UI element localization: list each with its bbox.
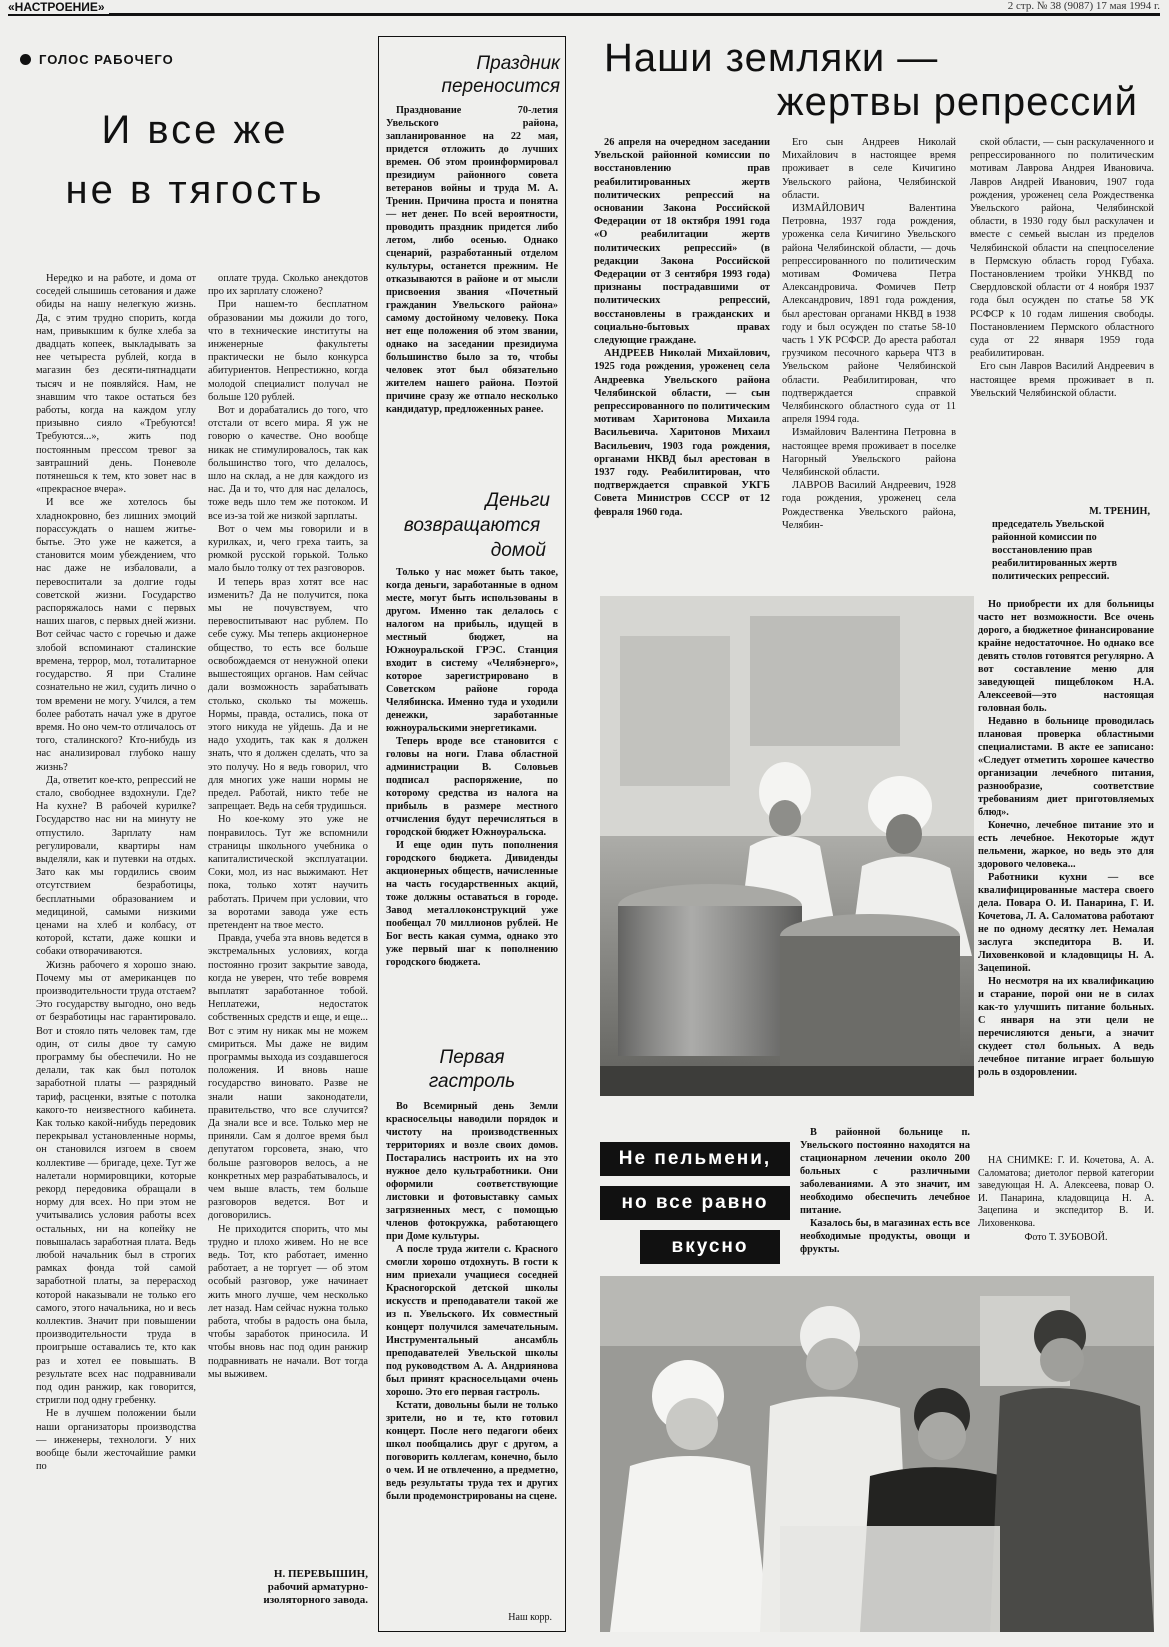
paragraph: И все же хотелось бы хладнокровно, без лишних эмоций порассуждать о нашем житье-бытье. Это уже не кажется, а становится моим убеждением, что нас даже не избаловали, а перевоспитали за долгие годы советской жизни. Государство распоряжалось нами с первых наших шагов, с первых дней жизни. Вот сейчас часто с горечью и даже злобой вспоминают сталинские времена, террор, мол, тоталитарное государство. Я при Сталине сознательно не жил, судить лично о том времени не могу. Учился, а тем более работать начал уже в другое время. Но оно чем-то отличалось от того, сталинского? Кто-нибудь из нас анализировал глубоко нашу жизнь? [36, 497, 196, 773]
signature: Н. ПЕРЕВЫШИН, рабочий арматурно-изоляторного завода. [263, 1568, 368, 1606]
issue-info: 2 стр. № 38 (9087) 17 мая 1994 г. [1004, 0, 1160, 12]
section-name: «НАСТРОЕНИЕ» [8, 0, 109, 14]
paragraph: 26 апреля на очередном заседании Увельской районной комиссии по восстановлению прав реабилитированных жертв политических репрессий на основании Закона Российской Федерации от 18 октября 1991 года «О реабилитации жертв политических репрессий» (в редакции Закона Российской Федерации от 3 сентября 1993 года) признаны пострадавшими от политических репрессий, восстановлены в гражданских и социально-бытовых правах следующие граждане. [594, 137, 770, 347]
paragraph: Его сын Лавров Василий Андреевич в настоящее время проживает в п. Увельский Челябинской области. [970, 361, 1154, 399]
paragraph: Во Всемирный день Земли красносельцы наводили порядок и чистоту на производственных территориях и возле своих домов. Постарались настроить их на это нужное дело культработники. Они оформили соответствующие листовки и фотовыставку самых загрязненных мест, с помощью членов фотокружка, работающего при Доме культуры. [386, 1101, 558, 1242]
paragraph: И еще один путь пополнения городского бюджета. Дивиденды акционерных обществ, начисленные на часть государственных акций, тоже должны оставаться в городе. Завод металлоконструкций уже пообещал 70 миллионов рублей. Не Бог весть какая сумма, однако это уже первый шаг к пополнению городского бюджета. [386, 840, 558, 968]
bullet-icon [20, 54, 31, 65]
paragraph: Да, ответит кое-кто, репрессий не стало, свободнее вздохнули. Где? На кухне? В рабочей курилке? Государство нас ни на минуту не отпустило. Зарплату нам регулировали, квартиры нам выделяли, как и путевки на отдых. Зато как мы гордились своим отсутствием безработицы, бесплатными образованием и медициной, самыми низкими ценами на хлеб и колбасу, от которой, кстати, даже кошки и собаки отворачиваются. [36, 774, 196, 958]
article-column [208, 272, 368, 1381]
rubric: ГОЛОС РАБОЧЕГО [20, 52, 174, 67]
article-column [970, 136, 1154, 400]
headline-band: вкусно [640, 1230, 780, 1264]
news-title: Первая гастроль [428, 1047, 516, 1092]
paragraph: Работники кухни — все квалифицированные мастера своего дела. Повара О. И. Панарина, Г. И. Кочетова, Л. А. Саломатова работают не по одному десятку лет. Немалая заслуга экспедитора В. И. Лиховенковой и кладовщицы Н. А. Зацепиной. [978, 872, 1154, 974]
paragraph: Теперь вроде все становится с головы на ноги. Глава областной администрации В. Соловьев подписал распоряжение, по которому средства из налога на прибыль в размере местного отчисления будут перечисляться в городской бюджет Южноуральска. [386, 736, 558, 838]
section-header [8, 0, 1160, 16]
article-column [800, 1126, 970, 1256]
paragraph: АНДРЕЕВ Николай Михайлович, 1925 года рождения, уроженец села Андреевка Увельского района Челябинской области, — сын репрессированного по политическим мотивам Харитонова Михаила Васильевича. Харитонов Михаил Васильевич, 1903 года рождения, органами НКВД был арестован в 1937 году. Реабилитирован, что подтверждается справкой УКГБ Совета Министров СССР от 12 февраля 1960 года. [594, 348, 770, 518]
news-text [386, 104, 558, 416]
article-column [782, 136, 956, 532]
paragraph: Измайлович Валентина Петровна в настоящее время проживает в поселке Нагорный Увельского района Челябинской области. [782, 427, 956, 479]
article-column [36, 272, 196, 1473]
photo-kitchen [600, 596, 974, 1096]
paragraph: Правда, учеба эта вновь ведется в экстремальных условиях, когда постоянно грозит закрытие завода, когда не уверен, что тебе вовремя выплатят заработанное тобой. Неплатежи, недостаток собственных средств и еще, и еще... Вот с этим ну никак мы не можем смириться. Мы даже не видим программы выхода из создавшегося положения. И вновь наше государство виновато. Разве не знали наши законодатели, правительство, что все случится? Да знали все и все. Только мер не приняли. Сам я долгое время был депутатом горсовета, знаю, что больше разговоров велось, а не конкретных мер разрабатывалось, и чем выше власть, тем больше разговоров ведется. Вот и договорились. [208, 933, 368, 1222]
paragraph: ЛАВРОВ Василий Андреевич, 1928 года рождения, уроженец села Рождественка Увельского района, Челябин- [782, 480, 956, 531]
paragraph: А после труда жители с. Красного смогли хорошо отдохнуть. В гости к ним приехали учащиеся соседней Красногорской детской школы искусств и преподаватели такой же из п. Увельского. Их совместный концерт получился замечательным. Инструментальный ансамбль преподавателей Увельской школы под руководством А. А. Андриянова был принят красносельцами очень хорошо. Это его первая гастроль. [386, 1244, 558, 1398]
headline-band: Не пельмени, [600, 1142, 790, 1176]
photo-staff-drawing [600, 1276, 1154, 1632]
photo-credit: Фото Т. ЗУБОВОЙ. [1024, 1232, 1108, 1243]
paragraph: Но приобрести их для больницы часто нет возможности. Все очень дорого, а бюджетное финансирование крайне недостаточное. Но однако все девять столов готовятся регулярно. А вот составление меню для заведующей пищеблоком Н.А. Алексеевой—это настоящая головная боль. [978, 599, 1154, 714]
paragraph: Казалось бы, в магазинах есть все необходимые продукты, овощи и фрукты. [800, 1218, 970, 1255]
paragraph: Кстати, довольны были не только зрители, но и те, кто готовил концерт. После него педагоги обеих школ пообщались друг с другом, а поговорить коллегам, конечно, было о чем. И не отвлеченно, а предметно, ведь результаты труда тех и других были продемонстрированы на сцене. [386, 1400, 558, 1502]
photo-caption: НА СНИМКЕ: Г. И. Кочетова, А. А. Саломатова; диетолог первой категории заведующая Н. А. Алексеева, повар О. И. Панарина, кладовщица Н. А. Зацепина и экспедитор В. И. Лиховенкова. Фото Т. ЗУБОВОЙ. [978, 1155, 1154, 1243]
paragraph: оплате труда. Сколько анекдотов про их зарплату сложено? [208, 273, 368, 298]
article-column [978, 598, 1154, 1079]
paragraph: ИЗМАЙЛОВИЧ Валентина Петровна, 1937 года рождения, уроженка села Кичигино Увельского района Челябинской области, — дочь репрессированного по политическим мотивам Фомичева Петра Александровича. Фомичев Петр Александрович, 1891 года рождения, был арестован органами НКВД в 1938 году и был осужден по статье 58-10 часть 1 УК РСФСР. До ареста работал грузчиком песочного карьера ЧТЗ в Увельском районе Челябинской области. Реабилитирован, что подтверждается справкой Челябинского областного суда от 11 апреля 1994 года. [782, 203, 956, 426]
paragraph: В районной больнице п. Увельского постоянно находятся на стационарном лечении около 200 больных с различными заболеваниями. А это значит, им необходимо обеспечить лечебное питание. [800, 1127, 970, 1216]
news-credit: Наш корр. [508, 1612, 552, 1623]
signature: М. ТРЕНИН, председатель Увельской районной комиссии по восстановлению прав реабилитированных жертв политических репрессий. [992, 506, 1150, 582]
paragraph: Жизнь рабочего я хорошо знаю. Почему мы от американцев по производительности труда отстаем? Это государству выгодно, оно ведь от безработицы нас гарантировало. Вот и стояло пять человек там, где один, от силы двое ту самую программу бы обеспечили. Но не делали, так как был потолок заработной платы — разрядный тариф, расценки, взятые с потолка какого-то неизвестного кабинета. Как только какой-нибудь передовик перекрывал установленные нормы, он становился изгоем в своем коллективе — бригаде, цехе. Тут же налетали нормировщики, которые рекорд передовика обращали в норму для всех. Но при этом не учитывались условия работы всех остальных, ни на копейку не повышалась заработная плата. Ведь любой начальник был в строгих рамках фонда той самой заработной платы, за перерасход которой наказывали не только его самого, этого начальника, но и весь коллектив. Значит при повышении производительности труда в проигрыше оставались те, кто как раз и хотел ее повышать. В результате всех нас подравнивали под один ранжир, как говорится, стригли под одну гребенку. [36, 959, 196, 1407]
news-title: Деньги возвращаются домой [403, 490, 550, 561]
news-title: Праздник переносится [441, 53, 560, 97]
photo-staff [600, 1276, 1154, 1632]
paragraph: Нередко и на работе, и дома от соседей слышишь сетования и даже обиды на нашу нелегкую жизнь. Да, с этим трудно спорить, когда нам, привыкшим к булке хлеба за двадцать копеек, выкладывать за нее четыреста рублей, когда в магазин без десяти-пятнадцати тысяч и не появляйся. Нам, не знавшим что такое остаться без работы, когда на каждом углу призывно сияло «Требуются! Требуются...», жить под постоянным прессом тревог за завтрашний день. Поневоле потянешься к тем, кто зовет нас в «прекрасное вчера». [36, 273, 196, 496]
paragraph: Но несмотря на их квалификацию и старание, порой они не в силах как-то улучшить питание больных. С января на эти цели не перечисляются деньги, а значит скудеет стол больных. А ведь лечебное питание играет большую роль в оздоровлении. [978, 976, 1154, 1078]
paragraph: Вот о чем мы говорили и в курилках, и, чего греха таить, за рюмкой русской горькой. Только мало было толку от тех разговоров. [208, 523, 368, 575]
paragraph: Вот и дорабатались до того, что отстали от всего мира. Я уж не говорю о качестве. Оно вообще никак не стимулировалось, так как большинство того, что делалось, шло на склад, а не для каждого из нас. Да и то, что для нас делалось, тоже ведь шло тем же потоком. И все из-за той же низкой зарплаты. [208, 405, 368, 522]
photo-kitchen-drawing [600, 596, 974, 1096]
news-text [386, 566, 558, 969]
paragraph: Только у нас может быть такое, когда деньги, заработанные в одном месте, могут быть использованы в другом. Именно так делалось с налогом на прибыль, идущей в местный бюджет, на Южноуральской ГРЭС. Станция входит в систему «Челябэнерго», которое зарегистрировано в Советском районе города Челябинска. Именно туда и уходили денежки, заработанные южноуральскими энергетиками. [386, 567, 558, 734]
paragraph: И теперь враз хотят все нас изменить? Да не получится, пока мы не почувствуем, что перевоспитывают нас рублем. По себе сужу. Мы теперь акционерное общество, то есть все больше освобождаемся от ненужной опеки вышестоящих органов. Нам сейчас дали возможность зарабатывать столько, сколько ты можешь. Нормы, правда, остались, пока от этого никуда не уйдешь. Да и не надо уходить, так как я должен знать, что я должен сделать, что за это получу. Но я ведь говорил, что для многих уже наши нормы не предел. Работай, никто тебе не запрещает. Ведь на себя трудишься. [208, 576, 368, 813]
headline-band: но все равно [600, 1186, 790, 1220]
news-text [386, 1100, 558, 1503]
paragraph: Не в лучшем положении были наши организаторы производства — инженеры, технологи. У них вообще были жесточайшие рамки по [36, 1408, 196, 1473]
article-column [594, 136, 770, 519]
paragraph: ской области, — сын раскулаченного и репрессированного по политическим мотивам Лаврова Андрея Ивановича. Лавров Андрей Иванович, 1907 года рождения, уроженец села Рождественка Увельского района, Челябинской области, в 1930 году был раскулачен и вместе с семьей выслан из пределов Челябинской области на спецпоселение в Пермскую область город Губаха. Постановлением тройки УНКВД по Свердловской области от 4 ноября 1937 года был осужден по статье 58 УК РСФСР к 10 годам лишения свободы. Постановлением Пермского областного суда от 22 января 1959 года реабилитирован. [970, 137, 1154, 360]
paragraph: Недавно в больнице проводилась плановая проверка областными специалистами. В акте ее записано: «Следует отметить хорошее качество организации лечебного питания, разнообразие, соответствие требованиям диет приготовляемых блюд». [978, 716, 1154, 818]
paragraph: Конечно, лечебное питание это и есть лечебное. Некоторые ждут пельмени, жаркое, но ведь это для здорового человека... [978, 820, 1154, 870]
paragraph: При нашем-то бесплатном образовании мы дожили до того, что в технические институты на инженерные факультеты практически не было конкурса абитуриентов. Непрестижно, когда молодой специалист получал не больше 120 рублей. [208, 299, 368, 403]
article-title: Наши земляки — жертвы репрессий [604, 36, 1138, 124]
paragraph: Празднование 70-летия Увельского района, запланированное на 22 мая, придется отложить до лучших времен. Об этом проинформировал президиум районного совета ветеранов войны и труда М. А. Тренин. Причина проста и понятна — нет денег. По всей вероятности, проводить праздник придется либо летом, либо осенью. Однако сценарий, разработанный отделом культуры, останется прежним. Не отказываются в районе и от мысли присвоения звания «Почетный гражданин Увельского района» самому достойному человеку. Пока нет еще положения об этом звании, однако на заседании президиума большинство было за то, чтобы человек этот был обязательно жителем нашего района. Поэтой причине сразу же отпало несколько кандидатур, предложенных ранее. [386, 105, 558, 415]
paragraph: Не приходится спорить, что мы трудно и плохо живем. Но не все ведь. Тот, кто работает, именно работает, а не торгует — об этом особый разговор, уже начинает жить много лучше, чем несколько лет назад. Нам сейчас нужна только работа, чтобы в радость она была, чтобы заработок приносила. И чтобы вновь нас под один ранжир подравнивать не начали. Вот тогда мы выживем. [208, 1223, 368, 1380]
paragraph: Его сын Андреев Николай Михайлович в настоящее время проживает в селе Кичигино Увельского района, Челябинской области. [782, 137, 956, 201]
article-title: И все же не в тягость [65, 108, 325, 212]
paragraph: Но кое-кому это уже не понравилось. Тут же вспомнили страницы школьного учебника о капиталистической эксплуатации. Соки, мол, из нас выжимают. Нет пока, только хотят научить работать. Причем при условии, что за воротами завода уже есть претендент на твое место. [208, 814, 368, 931]
